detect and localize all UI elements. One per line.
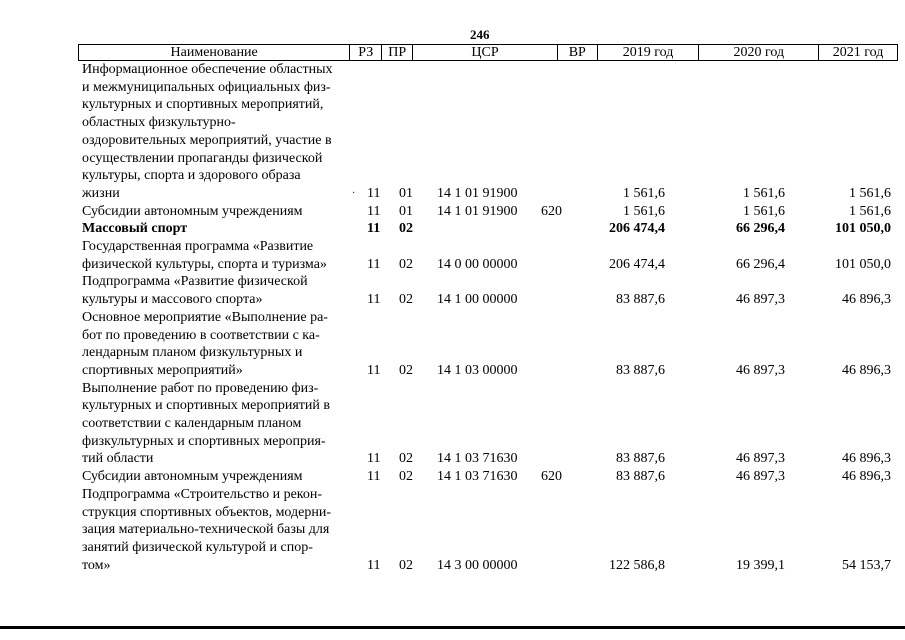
cell-csr: 14 1 00 00000 (437, 292, 518, 308)
row-name-line: лендарным планом физкультурных и (82, 345, 303, 361)
cell-pr: 02 (399, 221, 413, 237)
row-values (0, 362, 905, 380)
cell-2021: 1 561,6 (849, 185, 891, 201)
header-2021: 2021 год (832, 45, 884, 60)
row-name-line: Информационное обеспечение областных (82, 62, 333, 77)
cell-2021: 46 896,3 (842, 451, 891, 467)
cell-pr: 02 (399, 256, 413, 272)
row-name-line: Субсидии автономным учреждениям (82, 203, 303, 219)
row-name-line: Массовый спорт (82, 221, 188, 237)
cell-csr: 14 1 03 71630 (437, 451, 518, 467)
cell-csr: 14 1 01 91900 (437, 203, 518, 219)
row-name-line: оздоровительных мероприятий, участие в (82, 132, 332, 148)
header-2020: 2020 год (699, 45, 819, 60)
dot-mark: · (352, 187, 356, 199)
cell-rz: 11 (367, 292, 381, 308)
cell-2020: 46 897,3 (736, 469, 785, 485)
cell-csr: 14 1 03 71630 (437, 469, 518, 485)
cell-2020: 19 399,1 (736, 557, 785, 573)
row-name (82, 61, 362, 203)
row-name-line: осуществлении пропаганды физической (82, 150, 323, 166)
cell-csr: 14 0 00 00000 (437, 256, 518, 272)
cell-2019: 83 887,6 (616, 362, 665, 378)
row-name-line: занятий физической культурой и спор- (82, 539, 313, 555)
cell-2021: 1 561,6 (849, 203, 891, 219)
cell-2020: 1 561,6 (743, 203, 785, 219)
row-values (0, 256, 905, 274)
row-name-line: культурных и спортивных мероприятий, (82, 97, 324, 113)
row-name-line: Субсидии автономным учреждениям (82, 469, 303, 485)
row-name-line: тий области (82, 451, 154, 467)
row-name-line: Подпрограмма «Строительство и рекон- (82, 486, 323, 502)
cell-2019: 83 887,6 (616, 292, 665, 308)
header-name: Наименование (79, 45, 350, 60)
cell-2019: 1 561,6 (623, 185, 665, 201)
table-header (78, 44, 898, 61)
cell-2020: 66 296,4 (736, 256, 785, 272)
cell-pr: 02 (399, 557, 413, 573)
cell-csr: 14 3 00 00000 (437, 557, 518, 573)
cell-2021: 54 153,7 (842, 557, 891, 573)
cell-2021: 46 896,3 (842, 292, 891, 308)
cell-vr: 620 (541, 203, 562, 219)
row-name-line: культурных и спортивных мероприятий в (82, 398, 331, 414)
cell-2020: 1 561,6 (743, 185, 785, 201)
row-name-line: Выполнение работ по проведению физ- (82, 380, 319, 396)
table-row (0, 220, 905, 238)
cell-2021: 46 896,3 (842, 362, 891, 378)
cell-pr: 02 (399, 451, 413, 467)
cell-rz: 11 (367, 203, 381, 219)
header-vr: ВР (558, 45, 598, 60)
cell-pr: 01 (399, 203, 413, 219)
cell-2020: 66 296,4 (736, 221, 785, 237)
cell-pr: 02 (399, 292, 413, 308)
cell-rz: 11 (367, 185, 381, 201)
table-row (0, 61, 905, 203)
row-name-line: культуры, спорта и здорового образа (82, 168, 301, 184)
cell-pr: 02 (399, 469, 413, 485)
cell-2019: 206 474,4 (609, 221, 665, 237)
row-name-line: зация материально-технической базы для (82, 522, 330, 538)
row-name-line: и межмуниципальных официальных физ- (82, 79, 331, 95)
row-name-line: жизни (82, 185, 120, 201)
cell-2019: 83 887,6 (616, 469, 665, 485)
page-number: 246 (470, 27, 490, 42)
cell-csr: 14 1 01 91900 (437, 185, 518, 201)
cell-2021: 46 896,3 (842, 469, 891, 485)
cell-2020: 46 897,3 (736, 292, 785, 308)
cell-pr: 01 (399, 185, 413, 201)
row-name-line: Подпрограмма «Развитие физической (82, 274, 308, 290)
cell-csr: 14 1 03 00000 (437, 362, 518, 378)
row-values (0, 557, 905, 575)
row-name-line: том» (82, 557, 111, 573)
cell-2020: 46 897,3 (736, 451, 785, 467)
table-row (0, 273, 905, 308)
cell-2019: 1 561,6 (623, 203, 665, 219)
row-name-line: областных физкультурно- (82, 115, 236, 131)
row-values (0, 291, 905, 309)
header-rz: РЗ (350, 45, 382, 60)
cell-pr: 02 (399, 362, 413, 378)
bottom-rule (0, 626, 905, 629)
row-values (0, 450, 905, 468)
row-name-line: культуры и массового спорта» (82, 292, 263, 308)
row-values (0, 203, 905, 221)
header-2019: 2019 год (598, 45, 700, 60)
table-row (0, 380, 905, 469)
table-row (0, 203, 905, 221)
row-name-line: Государственная программа «Развитие (82, 239, 314, 255)
cell-2019: 206 474,4 (609, 256, 665, 272)
row-values (0, 468, 905, 486)
cell-rz: 11 (367, 451, 381, 467)
cell-2019: 83 887,6 (616, 451, 665, 467)
table-row (0, 468, 905, 486)
cell-rz: 11 (367, 256, 381, 272)
table-row (0, 486, 905, 575)
cell-vr: 620 (541, 469, 562, 485)
cell-rz: 11 (367, 221, 381, 237)
row-values (0, 185, 905, 203)
row-name-line: соответствии с календарным планом (82, 416, 302, 432)
header-pr: ПР (382, 45, 413, 60)
cell-rz: 11 (367, 469, 381, 485)
table-row (0, 309, 905, 380)
row-name-line: струкция спортивных объектов, модерни- (82, 504, 332, 520)
cell-rz: 11 (367, 362, 381, 378)
row-name-line: спортивных мероприятий» (82, 362, 243, 378)
row-values (0, 220, 905, 238)
row-name-line: физкультурных и спортивных мероприя- (82, 433, 326, 449)
cell-2019: 122 586,8 (609, 557, 665, 573)
row-name-line: физической культуры, спорта и туризма» (82, 256, 327, 272)
table-row (0, 238, 905, 273)
cell-2020: 46 897,3 (736, 362, 785, 378)
row-name-line: Основное мероприятие «Выполнение ра- (82, 309, 328, 325)
cell-rz: 11 (367, 557, 381, 573)
cell-2021: 101 050,0 (835, 221, 891, 237)
cell-2021: 101 050,0 (835, 256, 891, 272)
table-body (0, 61, 905, 574)
row-name-line: бот по проведению в соответствии с ка- (82, 327, 320, 343)
header-csr: ЦСР (413, 45, 558, 60)
